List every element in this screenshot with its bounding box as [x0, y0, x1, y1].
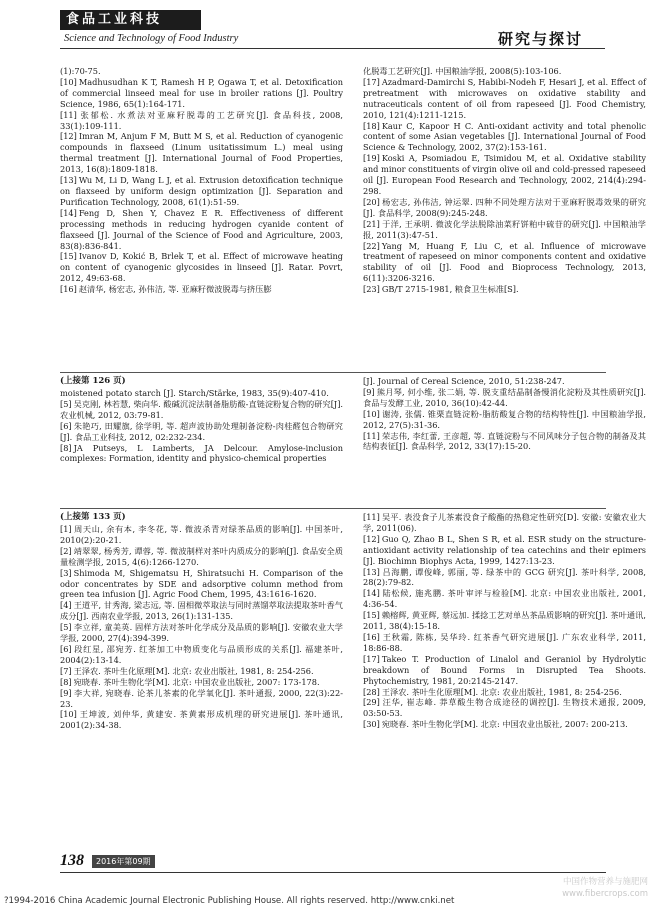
issue-label: 2016年第09期: [92, 855, 155, 868]
reference-entry: [363, 512, 646, 534]
reference-block-3: [60, 512, 646, 848]
reference-entry: [60, 208, 343, 252]
reference-number: [14]: [363, 588, 380, 599]
reference-number: [7]: [60, 665, 72, 676]
reference-column-left: [60, 66, 343, 295]
reference-text: 吴克刚, 林若慧, 柴向华. 酸碱沉淀法制备脂肪酸-直链淀粉复合物的研究[J]. 农业机械, 2012, 03:79-81.: [60, 398, 343, 420]
reference-text: Yang M, Huang F, Liu C, et al. Influence of microwave treatment of rapeseed on minor components content and oxidative stability of oil [J]. Food and Bioprocess Technology, 2013, 6(11):3206-3216.: [363, 240, 646, 284]
reference-entry: [60, 77, 343, 110]
reference-text: Feng D, Shen Y, Chavez E R. Effectiveness of different processing methods in reducing hydrogen cyanide content of flaxseed [J]. Journal of the Science of Food and Agriculture, 2003, 83(8):836-841.: [60, 207, 343, 251]
reference-block-1: [60, 66, 646, 369]
reference-number: [8]: [60, 442, 72, 453]
reference-entry: [60, 175, 343, 208]
reference-entry: [60, 399, 343, 421]
section-label: 研究与探讨: [498, 30, 584, 48]
reference-number: [29]: [363, 697, 380, 708]
reference-entry: [363, 121, 646, 154]
reference-block-2: [60, 376, 646, 506]
reference-number: [22]: [363, 240, 380, 251]
reference-column-right: [363, 512, 646, 730]
reference-entry: [60, 568, 343, 601]
reference-entry: [363, 241, 646, 285]
reference-column-left: [60, 512, 343, 731]
reference-text: GB/T 2715-1981, 粮食卫生标准[S].: [381, 284, 519, 295]
reference-number: [20]: [363, 196, 380, 207]
reference-text: 靖翠翠, 杨秀芳, 谭蓉, 等. 微波制样对茶叶内质成分的影响[J]. 食品安全质量检测学报, 2015, 4(6):1266-1270.: [60, 545, 343, 567]
reference-number: [16]: [60, 284, 77, 295]
reference-text: 周天山, 余有本, 李冬花, 等. 微波杀青对绿茶品质的影响[J]. 中国茶叶, 2010(2):20-21.: [60, 524, 343, 545]
reference-text: Azadmard-Damirchi S, Habibi-Nodeh F, Hesari J, et al. Effect of pretreatment with microwaves on oxidative stability and nutraceuticals content of oil from rapeseed [J]. Food Chemistry, 2010, 121(4):1211-1215.: [363, 76, 646, 120]
reference-text: 汪华, 崔志峰. 莽草酸生物合成途径的调控[J]. 生物技术通报, 2009, 03:50-53.: [363, 697, 646, 719]
reference-column-right: [363, 376, 646, 452]
reference-entry: [60, 709, 343, 731]
section-divider: [60, 372, 606, 373]
reference-entry: [60, 110, 343, 132]
reference-entry: [60, 251, 343, 284]
reference-text: 赖榕辉, 黄亚辉, 蔡远加. 揉捻工艺对单丛茶品质影响的研究[J]. 茶叶通讯, 2011, 38(4):15-18.: [363, 610, 646, 632]
reference-entry: [363, 153, 646, 197]
reference-text: moistened potato starch [J]. Starch/Stärke, 1983, 35(9):407-410.: [60, 388, 329, 398]
reference-column-right: [363, 66, 646, 295]
reference-number: [6]: [60, 643, 72, 654]
reference-text: Imran M, Anjum F M, Butt M S, et al. Reduction of cyanogenic compounds in flaxseed (Linum usitatissimum L.) meal using thermal treatment [J]. International Journal of Food Properties, 2013, 16(8):1809-1818.: [60, 131, 343, 175]
reference-text: 宛晓春. 茶叶生物化学[M]. 北京: 中国农业出版社, 2007: 173-178.: [73, 676, 320, 687]
reference-number: [12]: [60, 131, 77, 142]
reference-number: [13]: [60, 175, 77, 186]
reference-text: 王坤波, 刘仲华, 黄建安. 茶黄素形成机理的研究进展[J]. 茶叶通讯, 2001(2):34-38.: [60, 709, 343, 731]
reference-number: [17]: [363, 76, 380, 87]
reference-number: [11]: [363, 512, 380, 522]
reference-text: 宛晓春. 茶叶生物化学[M]. 北京: 中国农业出版社, 2007: 200-213.: [381, 719, 628, 730]
reference-number: [9]: [363, 386, 375, 397]
reference-entry: [363, 632, 646, 654]
reference-text: 于洋, 王承明. 微波化学法脱除油菜籽饼粕中硫苷的研究[J]. 中国粮油学报, 2011(3):47-51.: [363, 218, 646, 240]
reference-entry: [60, 644, 343, 666]
reference-entry: [60, 688, 343, 710]
reference-entry: [60, 284, 343, 295]
reference-text: Kaur C, Kapoor H C. Anti-oxidant activity and total phenolic content of some Asian vegetables [J]. International Journal of Food Science & Technology, 2002, 37(2):153-161.: [363, 120, 646, 153]
reference-number: [23]: [363, 284, 380, 295]
reference-text: 吴平. 表没食子儿茶素没食子酸酯的热稳定性研究[D]. 安徽: 安徽农业大学, 2011(06).: [363, 512, 646, 533]
site-watermark: 中国作物营养与施肥网 www.fibercrops.com: [562, 877, 648, 899]
reference-number: [5]: [60, 622, 72, 633]
reference-entry: [60, 666, 343, 677]
journal-english-title: Science and Technology of Food Industry: [64, 33, 239, 44]
reference-entry: [363, 654, 646, 687]
reference-number: [11]: [363, 430, 380, 441]
reference-text: (1):70-75.: [60, 66, 101, 76]
reference-text: 杨宏志, 孙伟洁, 钟运翠. 四种不同处理方法对于亚麻籽脱毒效果的研究[J]. 食品科学, 2008(9):245-248.: [363, 196, 646, 218]
reference-entry: [363, 431, 646, 453]
reference-text: 张郁松. 水煮法对亚麻籽脱毒的工艺研究[J]. 食品科技, 2008, 33(1):109-111.: [60, 109, 343, 131]
reference-entry: [363, 567, 646, 589]
continued-from-label: [60, 512, 343, 523]
reference-entry: [363, 77, 646, 121]
reference-number: [17]: [363, 653, 380, 664]
reference-column-left: [60, 376, 343, 464]
reference-number: [12]: [363, 533, 380, 544]
reference-number: [18]: [363, 120, 380, 131]
reference-number: [16]: [363, 631, 380, 642]
reference-number: [14]: [60, 207, 77, 218]
reference-text: 赵清华, 杨宏志, 孙伟洁, 等. 亚麻籽微波脱毒与挤压膨: [78, 284, 272, 295]
reference-text: Madhusudhan K T, Ramesh H P, Ogawa T, et al. Detoxification of commercial linseed meal for use in broiler rations [J]. Poultry Science, 1986, 65(1):164-171.: [60, 76, 343, 109]
reference-text: 王泽农. 茶叶生化原理[M]. 北京: 农业出版社, 1981, 8: 254-256.: [381, 686, 622, 697]
reference-entry: [60, 546, 343, 568]
reference-text: Koski A, Psomiadou E, Tsimidou M, et al. Oxidative stability and minor constituents of virgin olive oil and cold-pressed rapeseed oil [J]. European Food Research and Technology, 2002, 214(4):294-298.: [363, 153, 646, 196]
reference-entry: [363, 588, 646, 610]
reference-text: Shimoda M, Shigematsu H, Shiratsuchi H. Comparison of the odor concentrates by SDE and adsorptive column method from green tea infusion [J]. Agric Food Chem, 1995, 43:1616-1620.: [60, 567, 343, 600]
reference-number: [5]: [60, 398, 72, 409]
reference-entry: [60, 421, 343, 443]
reference-entry: [363, 387, 646, 409]
reference-number: [21]: [363, 218, 380, 229]
reference-text: Guo Q, Zhao B L, Shen S R, et al. ESR study on the structure-antioxidant activity relationship of tea catechins and their epimers [J]. Biochimn Biophys Acta, 1999, 1427:13-23.: [363, 533, 646, 566]
reference-entry: [60, 388, 343, 399]
reference-entry: [363, 284, 646, 295]
reference-text: JA Putseys, L Lamberts, JA Delcour. Amylose-inclusion complexes: Formation, identity and physico-chemical properties: [60, 442, 343, 464]
reference-number: [28]: [363, 686, 380, 697]
reference-text: Ivanov D, Kokić B, Brlek T, et al. Effect of microwave heating on content of cyanogenic glycosides in linseed [J]. Ratar. Povrt, 2012, 49:63-68.: [60, 251, 343, 284]
reference-entry: [363, 719, 646, 730]
continued-from-label: [60, 376, 343, 387]
reference-text: 熊月琴, 何小维, 张二娟, 等. 脱支重结晶制备慢消化淀粉及其性质研究[J]. 食品与发酵工业, 2010, 36(10):42-44.: [363, 386, 646, 408]
reference-entry: [363, 197, 646, 219]
reference-text: 谢涛, 张儒. 锥栗直链淀粉-脂肪酸复合物的结构特性[J]. 中国粮油学报, 2012, 27(5):31-36.: [363, 408, 646, 430]
reference-text: [J]. Journal of Cereal Science, 2010, 51:238-247.: [363, 376, 565, 386]
reference-entry: [363, 610, 646, 632]
reference-entry: [363, 66, 646, 77]
reference-number: [11]: [60, 109, 77, 120]
reference-text: (上接第 126 页): [60, 376, 126, 386]
reference-entry: [60, 600, 343, 622]
reference-entry: [60, 131, 343, 175]
reference-number: [9]: [60, 687, 72, 698]
reference-text: (上接第 133 页): [60, 512, 126, 522]
reference-entry: [60, 66, 343, 77]
reference-text: 王秋霜, 陈栋, 吴华玲. 红茶香气研究进展[J]. 广东农业科学, 2011, 18:86-88.: [363, 631, 646, 653]
reference-entry: [60, 622, 343, 644]
reference-number: [4]: [60, 600, 72, 611]
reference-number: [30]: [363, 719, 380, 730]
reference-text: 化脱毒工艺研究[J]. 中国粮油学报, 2008(5):103-106.: [363, 66, 562, 76]
page-footer: [0, 852, 649, 919]
reference-number: [15]: [60, 251, 77, 262]
reference-entry: [363, 687, 646, 698]
reference-text: Wu M, Li D, Wang L J, et al. Extrusion detoxification technique on flaxseed by uniform design optimization [J]. Separation and Purification Technology, 2008, 61(1):51-59.: [60, 175, 343, 207]
reference-number: [15]: [363, 610, 380, 621]
footer-rule: [60, 872, 606, 873]
page-number: 138: [60, 852, 84, 869]
reference-entry: [363, 219, 646, 241]
reference-text: 李立祥, 童美英. 固样方法对茶叶化学成分及品质的影响[J]. 安徽农业大学学报, 2000, 27(4):394-399.: [60, 622, 343, 644]
reference-number: [13]: [363, 566, 380, 577]
copyright-line: ?1994-2016 China Academic Journal Electronic Publishing House. All rights reserved. http://www.cnki.net: [4, 896, 455, 906]
reference-number: [8]: [60, 676, 72, 687]
reference-number: [3]: [60, 567, 72, 578]
page-header: [0, 0, 649, 62]
section-divider: [60, 508, 606, 509]
reference-text: 段红星, 邵宛芳. 红茶加工中物质变化与品质形成的关系[J]. 福建茶叶, 2004(2):13-14.: [60, 643, 343, 665]
reference-entry: [363, 409, 646, 431]
reference-text: 李大祥, 宛晓春. 论茶儿茶素的化学氧化[J]. 茶叶通报, 2000, 22(3):22-23.: [60, 687, 343, 709]
reference-number: [10]: [60, 76, 77, 87]
reference-text: 陆松候, 施兆鹏. 茶叶审评与检验[M]. 北京: 中国农业出版社, 2001, 4:36-54.: [363, 588, 646, 610]
reference-text: Takeo T. Production of Linalol and Geraniol by Hydrolytic breakdown of Bound Forms in Disrupted Tea Shoots. Phytochemistry, 1981, 20:2145-2147.: [363, 653, 646, 686]
reference-entry: [60, 677, 343, 688]
reference-entry: [60, 443, 343, 465]
reference-number: [1]: [60, 524, 72, 534]
reference-text: 朱艳巧, 田耀旗, 徐学明, 等. 超声波协助处理制备淀粉-肉桂醛包合物研究[J]. 食品工业科技, 2012, 02:232-234.: [60, 420, 343, 442]
reference-entry: [60, 524, 343, 546]
reference-number: [6]: [60, 420, 72, 431]
reference-text: 荣志伟, 李红蕾, 王彦超, 等. 直链淀粉与不同风味分子包合物的制备及其结构表征[J]. 食品科学, 2012, 33(17):15-20.: [363, 430, 646, 452]
reference-entry: [363, 376, 646, 387]
journal-logo: 食品工业科技: [60, 10, 201, 30]
reference-entry: [363, 697, 646, 719]
reference-text: 王泽农. 茶叶生化原理[M]. 北京: 农业出版社, 1981, 8: 254-256.: [73, 665, 314, 676]
reference-number: [10]: [363, 408, 380, 419]
reference-number: [19]: [363, 153, 380, 164]
reference-entry: [363, 534, 646, 567]
header-rule: [60, 48, 605, 49]
reference-number: [10]: [60, 709, 77, 720]
reference-number: [2]: [60, 545, 72, 556]
reference-text: 吕海鹏, 谭俊峰, 郭丽, 等. 绿茶中的 GCG 研究[J]. 茶叶科学, 2008, 28(2):79-82.: [363, 566, 646, 588]
reference-text: 王道平, 甘秀海, 梁志远, 等. 固相微萃取法与同时蒸馏萃取法提取茶叶香气成分[J]. 西南农业学报, 2013, 26(1):131-135.: [60, 600, 343, 622]
